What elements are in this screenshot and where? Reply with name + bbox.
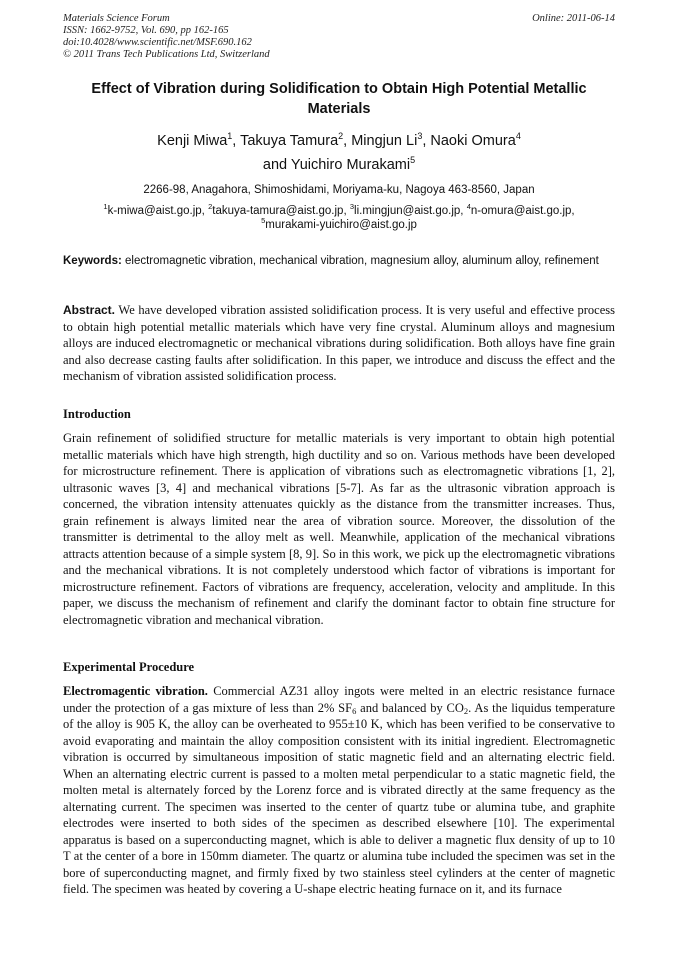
author-line-1 <box>63 129 615 153</box>
author-name: Kenji Miwa <box>157 133 228 149</box>
email-mark: 5 <box>261 216 266 225</box>
author-name: , Mingjun Li <box>343 133 418 149</box>
affiliation-address: 2266-98, Anagahora, Shimoshidami, Moriyama-ku, Nagoya 463-8560, Japan <box>143 184 535 196</box>
online-date: Online: 2011-06-14 <box>532 13 615 24</box>
introduction-paragraph: Grain refinement of solidified structure for metallic materials is very important to obtain high potential metallic materials which have high strength, high ductility and so on. Various methods have been developed for microstructure refinement. There is application of vibrations such as electromagnetic vibrations [1, 2], ultrasonic waves [3, 4] and mechanical vibrations [5-7]. As far as the ultrasonic vibration approach is concerned, the vibration intensity attenuates quickly as the distance from the transmitter increases. Thus, grain refinement is always limited near the area of vibration source. Moreover, the dissolution of the transmitter is detrimental to the alloy melt as well. Meanwhile, application of the mechanical vibrations attracts attention because of a simple system [8, 9]. So in this work, we pick up the electromagnetic vibrations and the mechanical vibrations. It is not completely understood which factor of vibrations is important for microstructure refinement. Factors of vibrations are frequency, acceleration, velocity and amplitude. In this paper, we discuss the mechanism of refinement and clarify the dominant factor to obtain fine structure for electromagnetic vibration and mechanical vibration. <box>63 431 615 627</box>
abstract <box>63 302 615 385</box>
author-name: , Naoki Omura <box>422 133 516 149</box>
email-mark: 3 <box>349 202 355 211</box>
email-line-2 <box>63 218 615 232</box>
author-affiliation-mark: 3 <box>417 131 423 141</box>
author-name: and Yuichiro Murakami <box>262 157 411 173</box>
journal-copyright: © 2011 Trans Tech Publications Ltd, Switzerland <box>63 49 270 60</box>
paragraph-text: and balanced by CO <box>356 700 464 715</box>
email: takuya-tamura@aist.go.jp, <box>212 205 350 217</box>
email: murakami-yuichiro@aist.go.jp <box>265 219 417 231</box>
subsection-lead: Electromagentic vibration. <box>63 684 208 698</box>
keywords-text: electromagnetic vibration, mechanical vibration, magnesium alloy, aluminum alloy, refinement <box>121 255 599 267</box>
author-list <box>63 129 615 177</box>
keywords-label: Keywords: <box>63 255 122 267</box>
journal-header <box>63 13 615 61</box>
paragraph-text: Commercial AZ31 alloy ingots were melted in an electric resistance furnace under the protection of a gas mixture of less than 2% SF <box>63 684 615 715</box>
subscript: 6 <box>352 705 357 716</box>
paper-title: Effect of Vibration during Solidification to Obtain High Potential Metallic Materials <box>91 81 587 117</box>
abstract-label: Abstract. <box>63 303 116 317</box>
email-mark: 1 <box>103 202 108 211</box>
journal-name: Materials Science Forum <box>63 13 170 24</box>
abstract-text: We have developed vibration assisted solidification process. It is very useful and effective process to obtain high potential metallic materials which have very fine crystal. Aluminum alloys and magnesium alloys are induced electromagnetic or mechanical vibrations during solidification. Both alloys have fine grain and also decrease casting faults after solidification. In this paper, we introduce and discuss the effect and the mechanism of vibration assisted solidification process. <box>63 303 615 383</box>
section-heading-experimental: Experimental Procedure <box>63 660 195 674</box>
email-mark: 2 <box>208 202 213 211</box>
email-mark: 4 <box>466 202 471 211</box>
email: li.mingjun@aist.go.jp, <box>354 205 467 217</box>
author-line-2 <box>63 153 615 177</box>
email: n-omura@aist.go.jp, <box>470 205 575 217</box>
email-line-1 <box>63 204 615 218</box>
subscript: 2 <box>463 705 469 716</box>
experimental-paragraph <box>63 683 615 898</box>
journal-issn: ISSN: 1662-9752, Vol. 690, pp 162-165 <box>63 25 229 36</box>
author-affiliation-mark: 2 <box>338 131 344 141</box>
author-affiliation-mark: 4 <box>515 131 521 141</box>
section-heading-introduction: Introduction <box>63 407 131 421</box>
author-name: , Takuya Tamura <box>232 133 339 149</box>
author-affiliation-mark: 5 <box>410 155 416 165</box>
keywords <box>63 254 615 269</box>
author-emails <box>63 204 615 232</box>
author-affiliation-mark: 1 <box>227 131 233 141</box>
journal-doi: doi:10.4028/www.scientific.net/MSF.690.162 <box>63 37 252 48</box>
paragraph-text: . As the liquidus temperature of the alloy is 905 K, the alloy can be overheated to 955±10 K, which has been verified to be conservative to avoid evaporating and maintain the alloy composition consistent with its initial ingredient. Electromagnetic vibration is occurred by simultaneous imposition of static magnetic field and an alternating electric field. When an alternating electric current is passed to a molten metal perpendicular to a static magnetic field, the molten metal is alternately forced by the Lorenz force and is vibrated directly at the same frequency as the alternating current. The specimen was inserted to the center of quartz tube or alumina tube, and graphite electrodes were inserted to both sides of the specimen as described elsewhere [10]. The experimental apparatus is based on a superconducting magnet, which is able to deliver a magnetic flux density of up to 10 T at the center of a bore in 150mm diameter. The quartz or alumina tube included the specimen was set in the bore of superconducting magnet, and firmly fixed by two stainless steel cylinders at the center of magnetic field. The specimen was heated by covering a U-shape electric heating furnace on it, and its furnace <box>63 700 615 896</box>
email: k-miwa@aist.go.jp, <box>107 205 209 217</box>
